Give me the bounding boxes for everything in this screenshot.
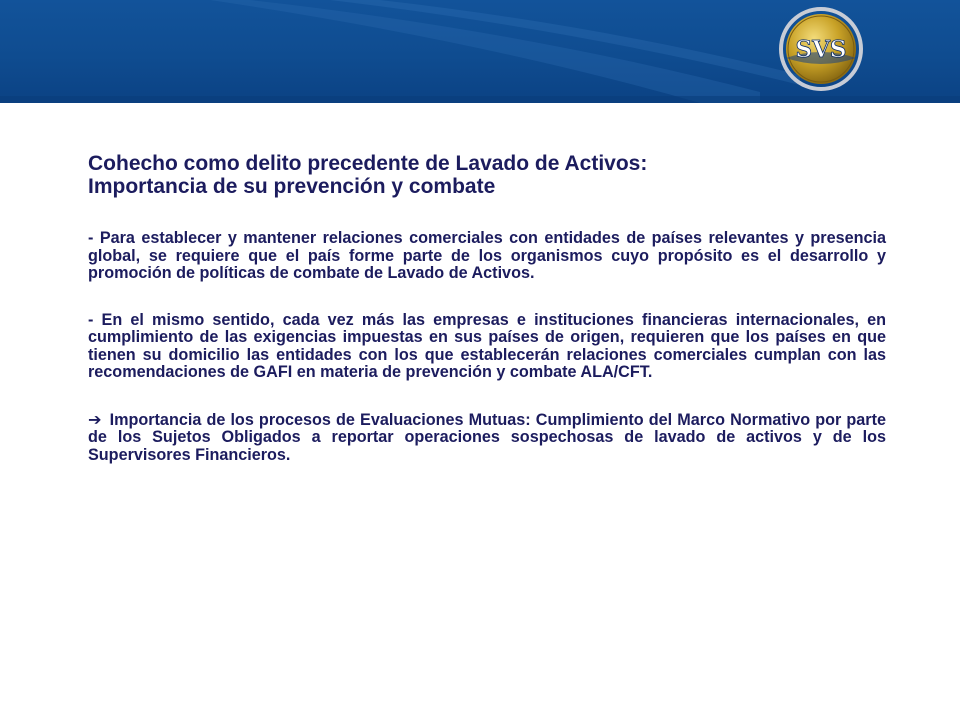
title-line-1: Cohecho como delito precedente de Lavado de Activos:	[88, 152, 648, 175]
paragraph-2: - En el mismo sentido, cada vez más las empresas e instituciones financieras internacionales, en cumplimiento de las exigencias impuestas en sus países de origen, requieren que los países en que tienen su domicilio las entidades con los que establecerán relaciones comerciales cumplan con las recomendaciones de GAFI en materia de prevención y combate ALA/CFT.	[88, 310, 886, 381]
title-line-2: Importancia de su prevención y combate	[88, 175, 496, 198]
paragraph-3: Importancia de los procesos de Evaluaciones Mutuas: Cumplimiento del Marco Normativo por parte de los Sujetos Obligados a reportar operaciones sospechosas de lavado de activos y de los Supervisores Financieros.	[88, 410, 886, 464]
slide-title	[88, 152, 886, 198]
logo-text: SVS	[795, 36, 847, 63]
header-band	[0, 0, 960, 103]
paragraph-3-block	[88, 411, 886, 465]
slide-content	[88, 152, 886, 464]
right-arrow-icon: ➔	[88, 409, 102, 429]
svs-logo	[778, 6, 864, 92]
paragraph-1: - Para establecer y mantener relaciones comerciales con entidades de países relevantes y presencia global, se requiere que el país forme parte de los organismos cuyo propósito es el desarrollo y promoción de políticas de combate de Lavado de Activos.	[88, 229, 886, 282]
